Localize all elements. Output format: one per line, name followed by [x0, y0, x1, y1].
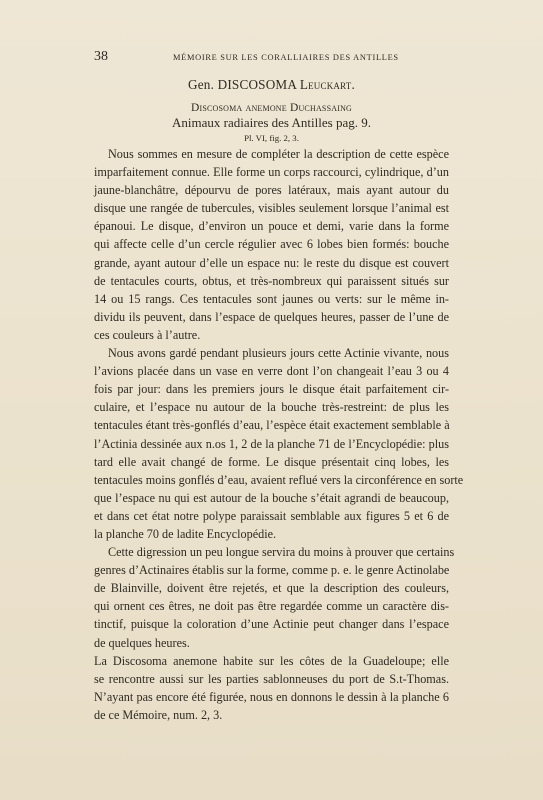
paragraph-4-line-2: se rencontre aussi sur les parties sablonneuses du port de S.t-Thomas. [94, 671, 449, 686]
paragraph-2-line-1: Nous avons gardé pendant plusieurs jours cette Actinie vivante, nous [108, 346, 449, 361]
paragraph-2-line-10: et dans cet état notre polype paraissait semblable aux figures 5 et 6 de [94, 508, 449, 523]
genus-heading-suffix: . [351, 77, 355, 92]
paragraph-1-line-1: Nous sommes en mesure de compléter la description de cette espèce [108, 147, 449, 161]
paragraph-3-line-3: de Blainville, doivent être rejetés, et que la description des couleurs, [94, 581, 449, 596]
paragraph-2 [94, 344, 464, 543]
paragraph-4-line-3: N’ayant pas encore été figurée, nous en donnons le dessin à la planche 6 [94, 689, 449, 704]
paragraph-3-line-5: tinctif, puisque la coloration d’une Actinie peut changer dans l’espace [94, 617, 449, 632]
paragraph-1-line-3: jaune-blanchâtre, dépourvu de pores latéraux, mais ayant autour du [94, 183, 449, 198]
species-name: Discosoma anemone [190, 102, 290, 114]
paragraph-3-line-1: Cette digression un peu longue servira du moins à prouver que certains [108, 545, 455, 560]
genus-heading-prefix: Gen. DISCOSOMA [188, 77, 300, 92]
paragraph-2-line-4: culaire, et l’espace nu autour de la bouche très-restreint: de plus les [94, 400, 449, 415]
paragraph-4 [94, 652, 449, 724]
running-title: MÉMOIRE SUR LES CORALLIAIRES DES ANTILLES [173, 53, 399, 62]
paragraph-1-line-8: de tentacules courts, obtus, et très-nombreux qui paraissent situés sur [94, 273, 449, 288]
genus-heading [0, 77, 543, 93]
paragraph-3-line-4: qui ornent ces êtres, ne doit pas être regardée comme un caractère dis- [94, 599, 449, 614]
page-number: 38 [94, 49, 108, 64]
paragraph-1-line-4: disque une rangée de tubercules, visibles seulement lorsque l’animal est [94, 201, 449, 216]
paragraph-1-line-2: imparfaitement connue. Elle forme un corps raccourci, cylindrique, d’un [94, 165, 449, 180]
paragraph-1-line-10: dividu ils peuvent, dans l’espace de quelques heures, passer de l’une de [94, 309, 449, 324]
paragraph-3-line-2: genres d’Actinaires établis sur la forme, comme p. e. le genre Actinolabe [94, 563, 450, 578]
species-author: Duchassaing [289, 102, 353, 114]
paragraph-1-line-11: ces couleurs à l’autre. [94, 327, 201, 342]
paragraph-1 [94, 145, 449, 344]
paragraph-2-line-2: l’avions placée dans un vase en verre dont l’on changeait l’eau 3 ou 4 [94, 364, 449, 379]
species-heading [0, 101, 543, 115]
paragraph-4-line-4: de ce Mémoire, num. 2, 3. [94, 707, 223, 722]
page-header [94, 50, 442, 66]
plate-reference: Pl. VI, fig. 2, 3. [244, 133, 299, 143]
paragraph-4-line-1: La Discosoma anemone habite sur les côtes de la Guadeloupe; elle [94, 653, 449, 668]
paragraph-2-line-6: l’Actinia dessinée aux n.os 1, 2 de la planche 71 de l’Encyclopédie: plus [94, 436, 449, 451]
paragraph-3-line-6: de quelques heures. [94, 635, 190, 650]
genus-author: Leuckart [299, 77, 352, 92]
paragraph-2-line-7: tard elle avait changé de forme. Le disque présentait cinq lobes, les [94, 454, 449, 469]
paragraph-2-line-3: fois par jour: dans les premiers jours le disque était parfaitement cir- [94, 382, 449, 397]
paragraph-1-line-5: épanoui. Le disque, d’environ un pouce et demi, varie dans la forme [94, 219, 449, 234]
paragraph-3 [94, 543, 455, 652]
paragraph-1-line-6: qui affecte celle d’un cercle régulier avec 6 lobes bien formés: bouche [94, 237, 449, 252]
paragraph-2-line-9: que l’espace nu qui est autour de la bouche s’était agrandi de beaucoup, [94, 490, 449, 505]
species-citation: Animaux radiaires des Antilles pag. 9. [172, 115, 371, 130]
paragraph-2-line-8: tentacules moins gonflés d’eau, avaient reflué vers la circonférence en sorte [94, 472, 464, 487]
paragraph-1-line-9: 14 ou 15 rangs. Ces tentacules sont jaunes ou verts: sur le même in- [94, 291, 449, 306]
paragraph-2-line-5: tentacules étant très-gonflés d’eau, l’espèce était exactement semblable à [94, 418, 450, 433]
paragraph-2-line-11: la planche 70 de ladite Encyclopédie. [94, 526, 277, 541]
paragraph-1-line-7: grande, ayant autour d’elle un espace nu: le reste du disque est couvert [94, 255, 449, 270]
body-text [94, 145, 464, 724]
